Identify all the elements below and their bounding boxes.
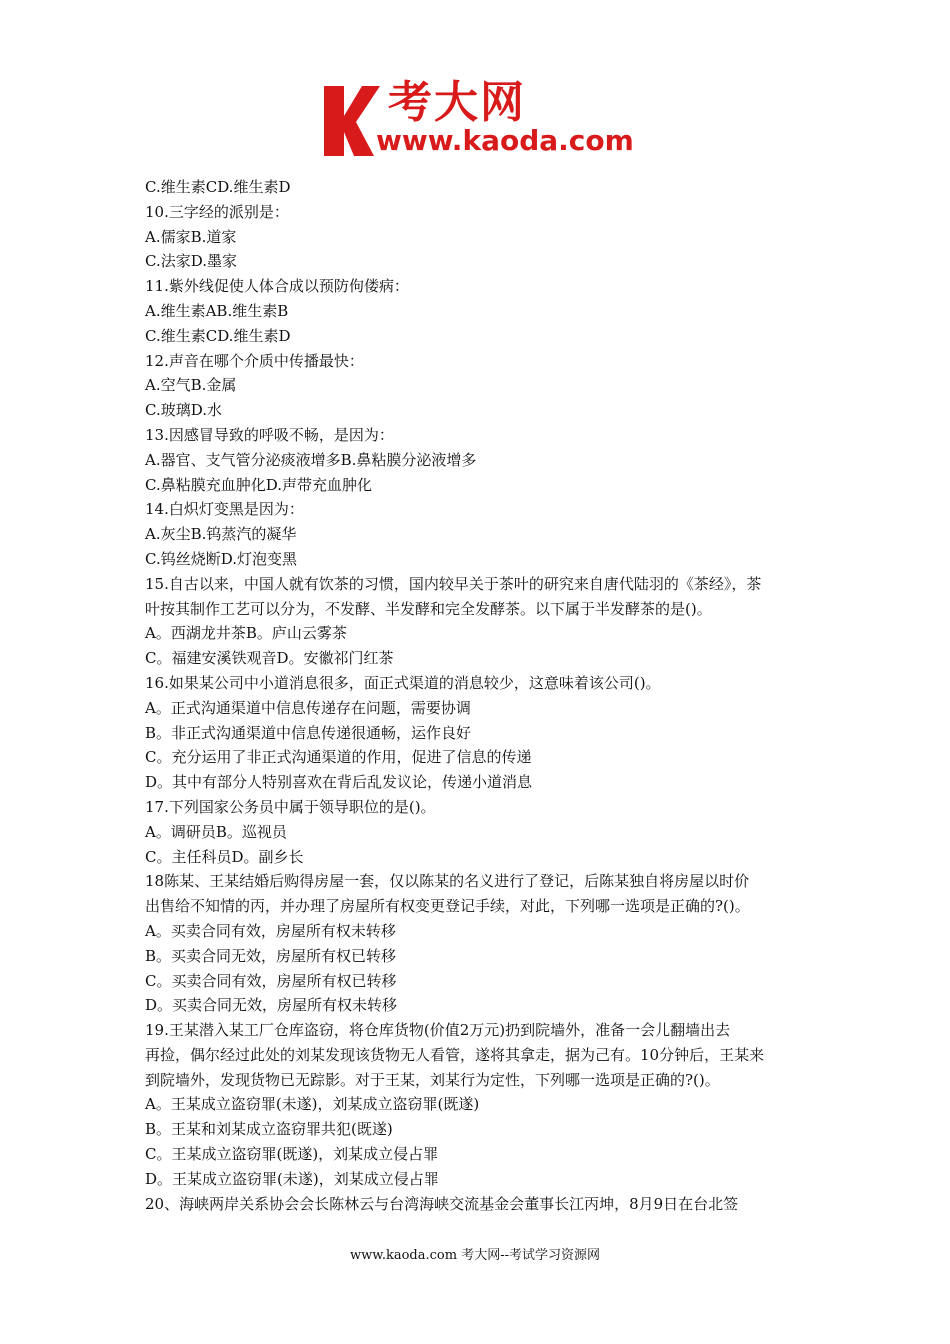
option-line: C.维生素CD.维生素D xyxy=(145,326,291,345)
option-line: A。王某成立盗窃罪(未遂)，刘某成立盗窃罪(既遂) xyxy=(145,1095,480,1114)
question-line: 出售给不知情的丙，并办理了房屋所有权变更登记手续，对此，下列哪一选项是正确的?()。 xyxy=(145,897,750,916)
logo-chinese-text: 考大网 xyxy=(388,77,526,128)
option-line: C.鼻粘膜充血肿化D.声带充血肿化 xyxy=(145,475,372,494)
question-line: 13.因感冒导致的呼吸不畅，是因为： xyxy=(145,425,394,444)
option-line: B。买卖合同无效，房屋所有权已转移 xyxy=(145,946,397,965)
option-line: A。买卖合同有效，房屋所有权未转移 xyxy=(145,921,396,940)
option-line: C。主任科员D。副乡长 xyxy=(145,847,304,866)
option-line: D。买卖合同无效，房屋所有权未转移 xyxy=(145,996,398,1015)
question-line: 11.紫外线促使人体合成以预防佝偻病： xyxy=(145,277,409,296)
option-line: B。王某和刘某成立盗窃罪共犯(既遂) xyxy=(145,1120,393,1139)
option-line: C.钨丝烧断D.灯泡变黑 xyxy=(145,549,297,568)
option-line: A。西湖龙井茶B。庐山云雾茶 xyxy=(145,624,347,643)
kaoda-logo xyxy=(318,78,638,162)
question-line: 19.王某潜入某工厂仓库盗窃，将仓库货物(价值2万元)扔到院墙外，准备一会儿翻墙出去 xyxy=(145,1021,731,1040)
option-line: A.空气B.金属 xyxy=(145,376,237,395)
option-line: A。调研员B。巡视员 xyxy=(145,822,287,841)
question-line: 18陈某、王某结婚后购得房屋一套，仅以陈某的名义进行了登记，后陈某独自将房屋以时价 xyxy=(145,872,750,891)
option-line: C。充分运用了非正式沟通渠道的作用，促进了信息的传递 xyxy=(145,748,532,767)
option-line: A.维生素AB.维生素B xyxy=(145,301,289,320)
option-line: D。其中有部分人特别喜欢在背后乱发议论，传递小道消息 xyxy=(145,773,533,792)
option-line: A.器官、支气管分泌痰液增多B.鼻粘膜分泌液增多 xyxy=(145,450,477,469)
option-line: A.儒家B.道家 xyxy=(145,227,237,246)
option-line: B。非正式沟通渠道中信息传递很通畅，运作良好 xyxy=(145,723,472,742)
k-logo-icon xyxy=(318,78,382,162)
question-line: 再捡，偶尔经过此处的刘某发现该货物无人看管，遂将其拿走，据为己有。10分钟后，王某来 xyxy=(145,1045,765,1064)
question-line: 10.三字经的派别是： xyxy=(145,202,289,221)
page-footer: www.kaoda.com 考大网--考试学习资源网 xyxy=(350,1248,600,1263)
question-line: 17.下列国家公务员中属于领导职位的是()。 xyxy=(145,797,436,816)
option-line: C.法家D.墨家 xyxy=(145,252,237,271)
option-line: A.灰尘B.钨蒸汽的凝华 xyxy=(145,525,297,544)
logo-url-text: www.kaoda.com xyxy=(376,124,634,157)
question-line: 12.声音在哪个介质中传播最快： xyxy=(145,351,364,370)
option-line: D。王某成立盗窃罪(未遂)，刘某成立侵占罪 xyxy=(145,1169,439,1188)
question-line: 叶按其制作工艺可以分为，不发酵、半发酵和完全发酵茶。以下属于半发酵茶的是()。 xyxy=(145,599,712,618)
option-line: C。福建安溪铁观音D。安徽祁门红茶 xyxy=(145,649,394,668)
question-line: 14.白炽灯变黑是因为： xyxy=(145,500,304,519)
question-line: 到院墙外，发现货物已无踪影。对于王某，刘某行为定性，下列哪一选项是正确的?()。 xyxy=(145,1070,720,1089)
question-line: 15.自古以来，中国人就有饮茶的习惯，国内较早关于茶叶的研究来自唐代陆羽的《茶经》，茶 xyxy=(145,574,762,593)
option-line: A。正式沟通渠道中信息传递存在问题，需要协调 xyxy=(145,698,471,717)
text-line: C.维生素CD.维生素D xyxy=(145,178,291,196)
option-line: C.玻璃D.水 xyxy=(145,401,222,420)
question-line: 16.如果某公司中小道消息很多，面正式渠道的消息较少，这意味着该公司()。 xyxy=(145,673,661,692)
document-body xyxy=(145,175,815,1216)
question-line: 20、海峡两岸关系协会会长陈林云与台湾海峡交流基金会董事长江丙坤，8月9日在台北签 xyxy=(145,1194,739,1213)
option-line: C。买卖合同有效，房屋所有权已转移 xyxy=(145,971,397,990)
option-line: C。王某成立盗窃罪(既遂)，刘某成立侵占罪 xyxy=(145,1145,439,1164)
